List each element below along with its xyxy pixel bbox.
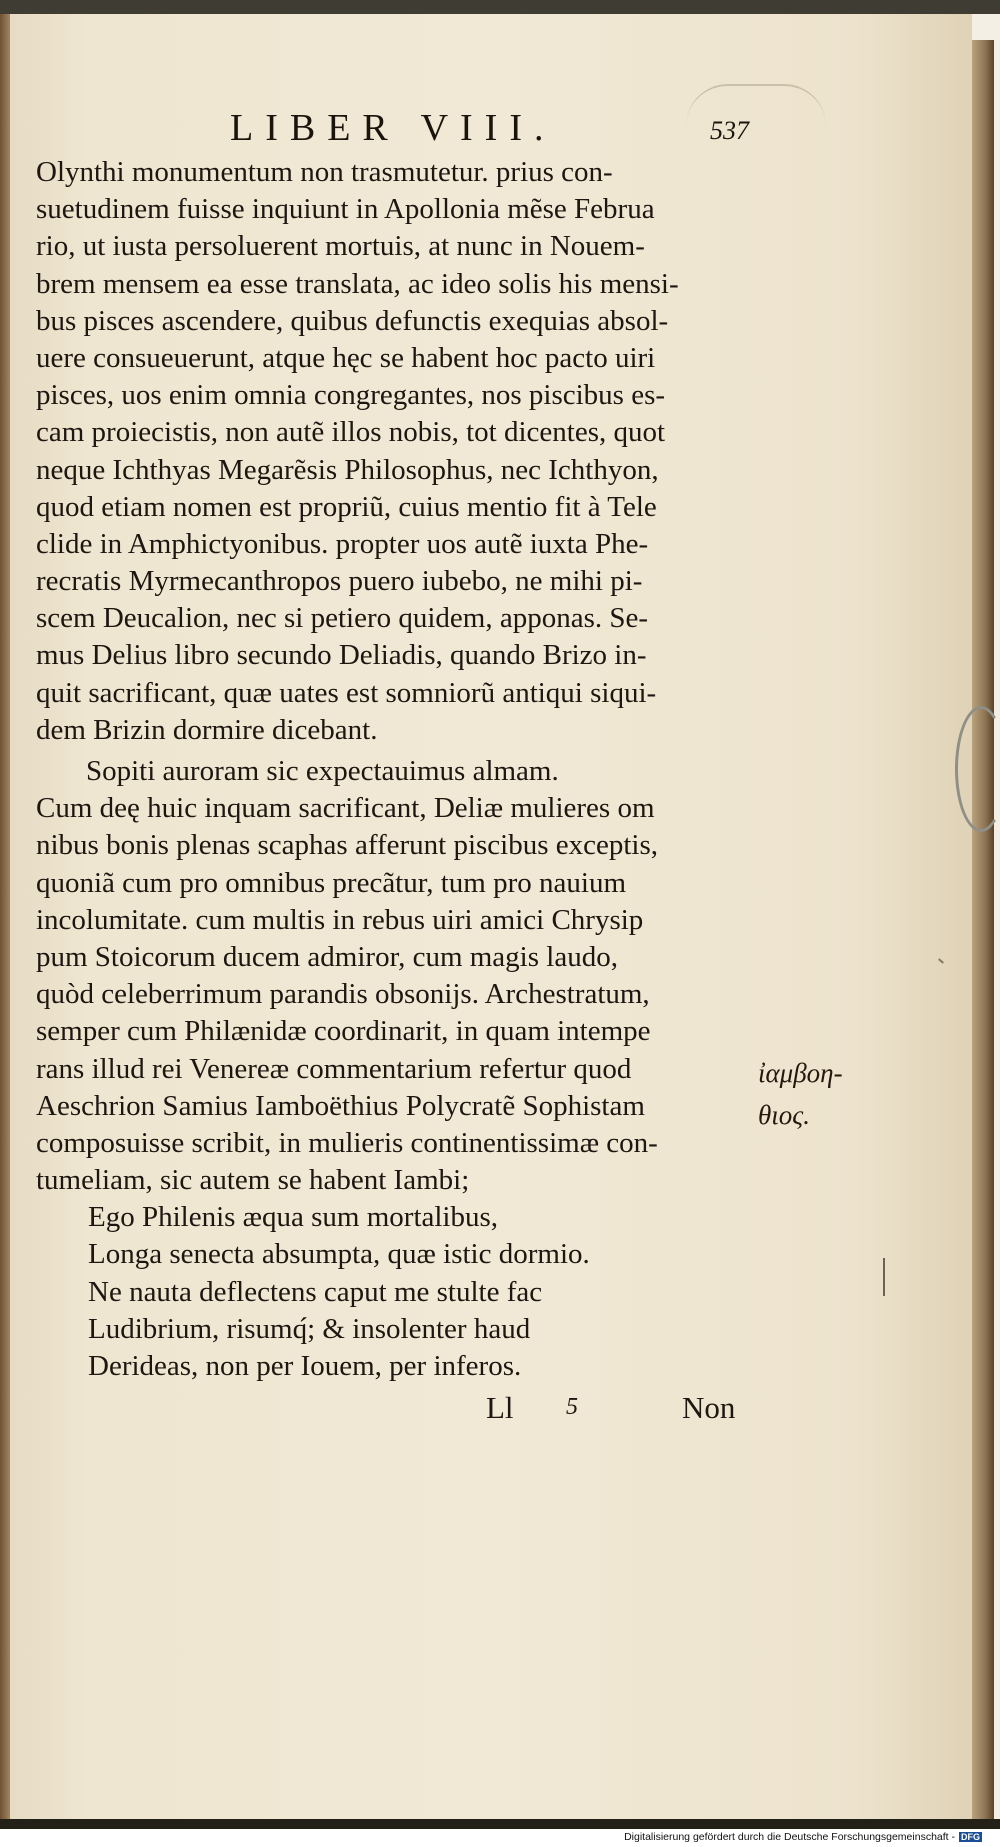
scanner-clip-ring: [955, 706, 1000, 832]
footer-credit-text: Digitalisierung gefördert durch die Deutsche Forschungsgemeinschaft -: [624, 1831, 955, 1843]
text-line: nibus bonis plenas scaphas afferunt piscibus exceptis,: [36, 829, 659, 862]
text-line: pisces, uos enim omnia congregantes, nos piscibus es-: [36, 379, 666, 412]
verse-quote: Sopiti auroram sic expectauimus almam.: [86, 755, 559, 787]
text-line: tumeliam, sic autem se habent Iambi;: [36, 1164, 470, 1197]
text-line: dem Brizin dormire dicebant.: [36, 713, 378, 746]
text-line: uere consueuerunt, atque hęc se habent hoc pacto uiri: [36, 341, 656, 374]
text-line: bus pisces ascendere, quibus defunctis exequias absol-: [36, 304, 669, 337]
text-line: Cum deę huic inquam sacrificant, Deliæ mulieres om: [36, 792, 655, 825]
text-line: Olynthi monumentum non trasmutetur. prius con-: [36, 156, 613, 188]
text-line: scem Deucalion, nec si petiero quidem, apponas. Se-: [36, 602, 649, 635]
text-line: incolumitate. cum multis in rebus uiri amici Chrysip: [36, 903, 644, 936]
marginal-note: [758, 1052, 843, 1136]
text-line: mus Delius libro secundo Deliadis, quando Brizo in-: [36, 639, 647, 672]
text-line: neque Ichthyas Megarẽsis Philosophus, nec Ichthyon,: [36, 453, 659, 486]
text-line: brem mensem ea esse translata, ac ideo solis his mensi-: [36, 267, 679, 300]
page-header: [0, 106, 1000, 156]
marginal-note-line: ἰαμβοη-: [758, 1058, 843, 1088]
verse-line: Ludibrium, risumq́; & insolenter haud: [88, 1312, 531, 1345]
text-line: quod etiam nomen est propriũ, cuius mentio fit à Tele: [36, 490, 657, 523]
text-line: pum Stoicorum ducem admiror, cum magis laudo,: [36, 940, 618, 973]
text-block: [36, 154, 756, 1385]
text-line: recratis Myrmecanthropos puero iubebo, ne mihi pi-: [36, 565, 643, 598]
page-number: 537: [710, 116, 749, 145]
signature-number: 5: [566, 1394, 578, 1420]
verse-line: Longa senecta absumpta, quæ istic dormio.: [88, 1238, 590, 1271]
verse-line: Ne nauta deflectens caput me stulte fac: [88, 1275, 543, 1308]
catchword: Non: [682, 1390, 736, 1425]
marginal-note-line: θιος.: [758, 1100, 810, 1130]
text-line: rio, ut iusta persoluerent mortuis, at nunc in Nouem-: [36, 230, 645, 263]
verse-line: Ego Philenis æqua sum mortalibus,: [88, 1201, 499, 1234]
text-line: clide in Amphictyonibus. propter uos autẽ iuxta Phe-: [36, 527, 649, 560]
text-line: cam proiecistis, non autẽ illos nobis, tot dicentes, quot: [36, 416, 666, 449]
text-line: quòd celeberrimum parandis obsonijs. Archestratum,: [36, 978, 650, 1011]
text-line: Aeschrion Samius Iamboëthius Polycratẽ Sophistam: [36, 1089, 645, 1122]
dfg-logo: DFG: [961, 1832, 980, 1842]
verse-line: Derideas, non per Iouem, per inferos.: [88, 1350, 522, 1382]
text-line: quoniã cum pro omnibus precãtur, tum pro nauium: [36, 866, 626, 899]
text-line: composuisse scribit, in mulieris continentissimæ con-: [36, 1126, 658, 1159]
margin-bracket-mark: [883, 1258, 885, 1296]
book-fore-edge: [972, 40, 994, 1820]
signature-mark: Ll: [486, 1390, 514, 1425]
footer-credit: [624, 1831, 982, 1843]
text-line: suetudinem fuisse inquiunt in Apollonia mẽse Februa: [36, 193, 655, 226]
running-head: LIBER VIII.: [230, 107, 556, 149]
text-line: semper cum Philænidæ coordinarit, in quam intempe: [36, 1015, 651, 1048]
scan-top-border: [0, 0, 1000, 14]
text-line: quit sacrificant, quæ uates est somniorũ antiqui siqui-: [36, 676, 657, 709]
text-line: rans illud rei Venereæ commentarium refertur quod: [36, 1052, 632, 1085]
